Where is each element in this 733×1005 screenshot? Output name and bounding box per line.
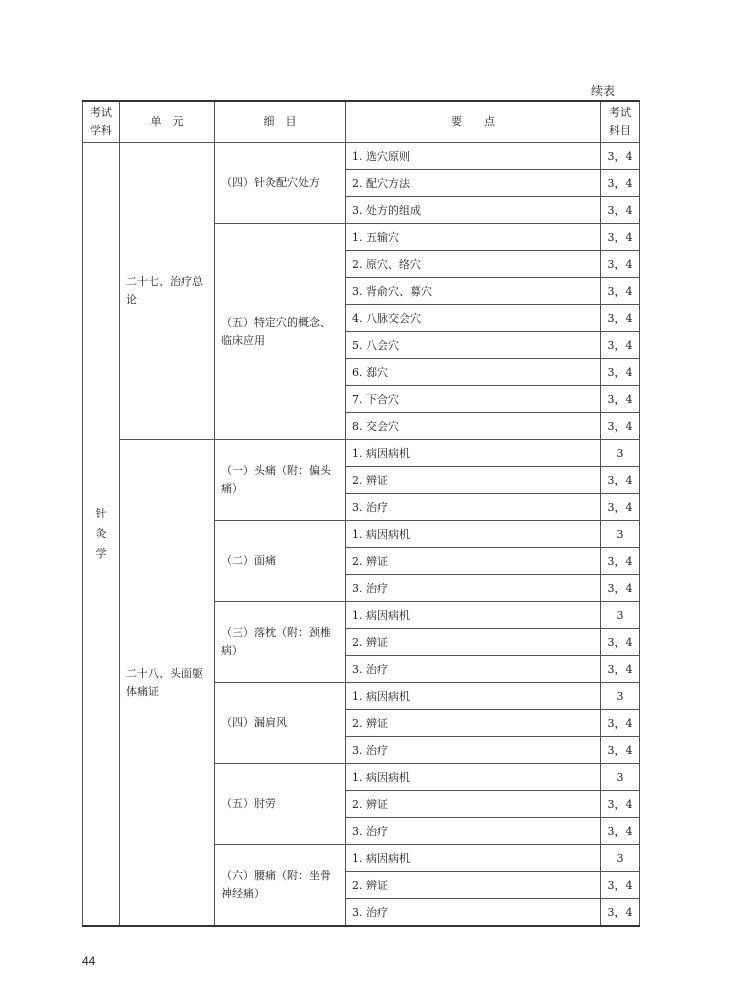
point-cell: 7. 下合穴 [346,386,601,413]
exam-cell: 3，4 [601,413,640,440]
point-cell: 5. 八会穴 [346,332,601,359]
point-cell: 3. 治疗 [346,494,601,521]
detail-cell: （五）肘劳 [215,764,346,845]
exam-cell: 3，4 [601,899,640,927]
continued-label: 续表 [590,84,615,98]
detail-cell: （四）针灸配穴处方 [215,143,346,224]
detail-cell: （二）面痛 [215,521,346,602]
page-number: 44 [82,954,96,968]
point-cell: 6. 郄穴 [346,359,601,386]
unit-cell: 二十七、治疗总论 [120,143,215,440]
point-cell: 3. 治疗 [346,656,601,683]
exam-cell: 3 [601,845,640,872]
exam-cell: 3，4 [601,791,640,818]
point-cell: 4. 八脉交会穴 [346,305,601,332]
table-row [83,440,640,467]
header-unit: 单 元 [120,101,215,143]
exam-cell: 3 [601,440,640,467]
exam-cell: 3，4 [601,305,640,332]
table-row [83,143,640,170]
exam-cell: 3，4 [601,818,640,845]
point-cell: 1. 病因病机 [346,683,601,710]
unit-cell: 二十八、头面躯体痛证 [120,440,215,927]
exam-cell: 3，4 [601,332,640,359]
exam-cell: 3，4 [601,278,640,305]
point-cell: 1. 病因病机 [346,440,601,467]
point-cell: 3. 处方的组成 [346,197,601,224]
exam-cell: 3，4 [601,359,640,386]
point-cell: 3. 治疗 [346,575,601,602]
point-cell: 3. 背俞穴、募穴 [346,278,601,305]
header-detail: 细 目 [215,101,346,143]
exam-cell: 3，4 [601,575,640,602]
point-cell: 2. 辨证 [346,710,601,737]
point-cell: 2. 辨证 [346,872,601,899]
exam-cell: 3，4 [601,494,640,521]
syllabus-table [82,100,640,927]
exam-cell: 3 [601,764,640,791]
exam-cell: 3，4 [601,170,640,197]
detail-cell: （三）落枕（附：颈椎病） [215,602,346,683]
exam-cell: 3 [601,602,640,629]
header-subject: 考试 学科 [83,101,120,143]
exam-cell: 3，4 [601,386,640,413]
header-exam: 考试 科目 [601,101,640,143]
point-cell: 2. 配穴方法 [346,170,601,197]
point-cell: 2. 辨证 [346,548,601,575]
detail-cell: （一）头痛（附：偏头痛） [215,440,346,521]
exam-cell: 3，4 [601,548,640,575]
exam-cell: 3 [601,683,640,710]
point-cell: 2. 辨证 [346,791,601,818]
point-cell: 3. 治疗 [346,899,601,927]
header-row [83,101,640,143]
header-points: 要 点 [346,101,601,143]
exam-cell: 3，4 [601,737,640,764]
point-cell: 2. 原穴、络穴 [346,251,601,278]
detail-cell: （五）特定穴的概念、临床应用 [215,224,346,440]
exam-cell: 3，4 [601,629,640,656]
exam-cell: 3，4 [601,197,640,224]
point-cell: 8. 交会穴 [346,413,601,440]
subject-cell: 针 灸 学 [83,143,120,927]
point-cell: 1. 病因病机 [346,602,601,629]
point-cell: 1. 病因病机 [346,521,601,548]
point-cell: 1. 选穴原则 [346,143,601,170]
exam-cell: 3，4 [601,710,640,737]
point-cell: 3. 治疗 [346,737,601,764]
exam-cell: 3，4 [601,143,640,170]
point-cell: 2. 辨证 [346,629,601,656]
point-cell: 1. 五输穴 [346,224,601,251]
detail-cell: （四）漏肩风 [215,683,346,764]
point-cell: 3. 治疗 [346,818,601,845]
table-body [83,143,640,927]
exam-cell: 3，4 [601,656,640,683]
exam-cell: 3，4 [601,251,640,278]
exam-cell: 3 [601,521,640,548]
exam-cell: 3，4 [601,872,640,899]
exam-cell: 3，4 [601,224,640,251]
point-cell: 2. 辨证 [346,467,601,494]
point-cell: 1. 病因病机 [346,764,601,791]
detail-cell: （六）腰痛（附：坐骨神经痛） [215,845,346,927]
point-cell: 1. 病因病机 [346,845,601,872]
exam-cell: 3，4 [601,467,640,494]
